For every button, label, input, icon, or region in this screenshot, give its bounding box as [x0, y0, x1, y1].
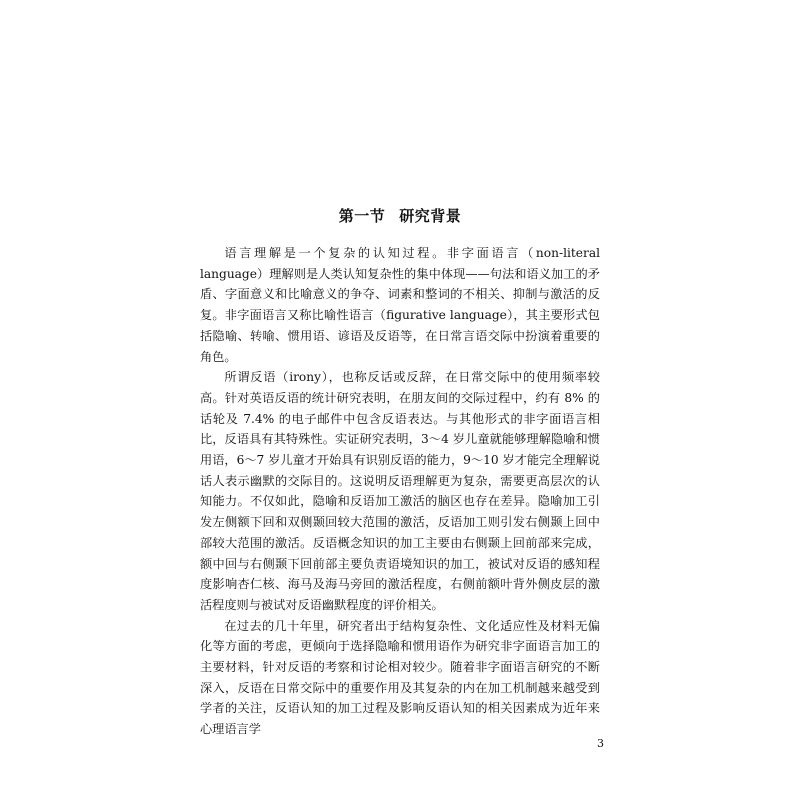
section-number: 第一节 [338, 207, 386, 225]
paragraph-2: 所谓反语（irony），也称反话或反辞，在日常交际中的使用频率较高。针对英语反语的统计研究表明，在朋友间的交际过程中，约有 8% 的话轮及 7.4% 的电子邮件中包含反语表达。与其他形式的非字面语言相比，反语具有其特殊性。实证研究表明，3～4 岁儿童就能够理解隐喻和惯用语，6～7 岁儿童才开始具有识别反语的能力，9～10 岁才能完全理解说话人表示幽默的交际目的。这说明反语理解更为复杂，需要更高层次的认知能力。不仅如此，隐喻和反语加工激活的脑区也存在差异。隐喻加工引发左侧额下回和双侧颞回较大范围的激活，反语加工则引发右侧颞上回中部较大范围的激活。反语概念知识的加工主要由右侧颞上回前部来完成，额中回与右侧颞下回前部主要负责语境知识的加工，被试对反语的感知程度影响杏仁核、海马及海马旁回的激活程度，右侧前额叶背外侧皮层的激活程度则与被试对反语幽默程度的评价相关。 [200, 370, 600, 612]
paragraph-3: 在过去的几十年里，研究者出于结构复杂性、文化适应性及材料无偏化等方面的考虑，更倾向于选择隐喻和惯用语作为研究非字面语言加工的主要材料，针对反语的考察和讨论相对较少。随着非字面语言研究的不断深入，反语在日常交际中的重要作用及其复杂的内在加工机制越来越受到学者的关注，反语认知的加工过程及影响反语认知的相关因素成为近年来心理语言学 [200, 618, 600, 737]
page-number: 3 [597, 737, 604, 750]
body-text [200, 243, 600, 740]
section-heading: 研究背景 [399, 207, 462, 225]
paragraph-1: 语言理解是一个复杂的认知过程。非字面语言（non-literal language）理解则是人类认知复杂性的集中体现——句法和语义加工的矛盾、字面意义和比喻意义的争夺、词素和整词的不相关、抑制与激活的反复。非字面语言又称比喻性语言（figurative language），其主要形式包括隐喻、转喻、惯用语、谚语及反语等，在日常言语交际中扮演着重要的角色。 [200, 246, 600, 364]
section-title [200, 205, 600, 226]
